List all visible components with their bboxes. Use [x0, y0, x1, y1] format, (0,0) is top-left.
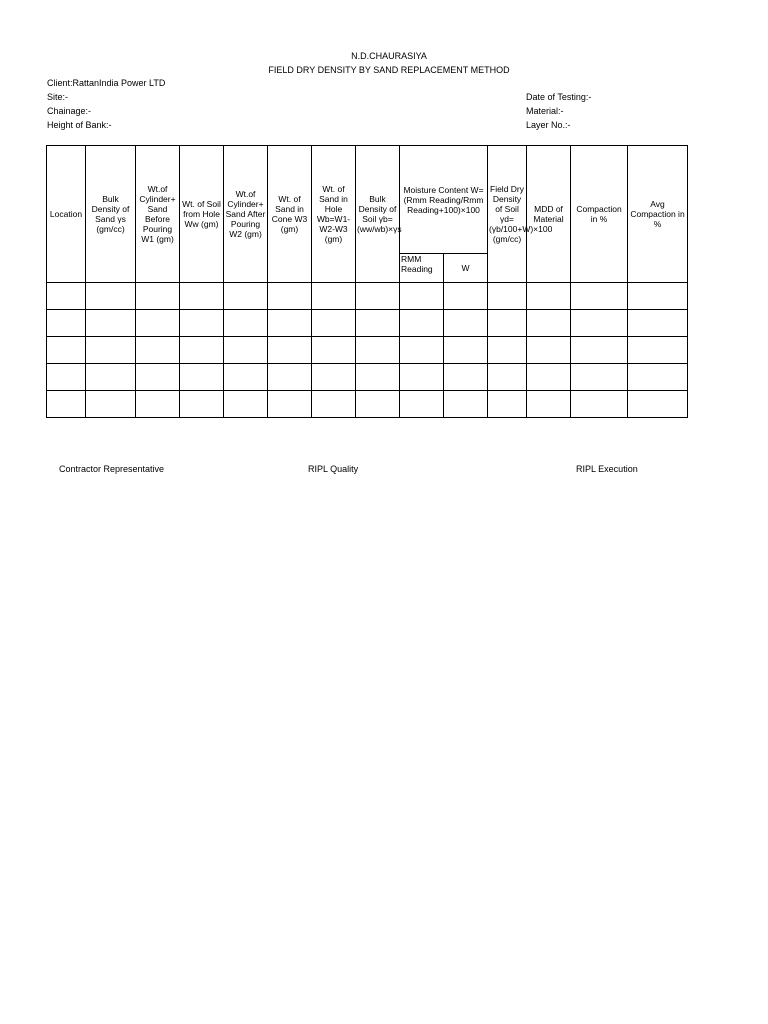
material-label: Material:- — [526, 106, 564, 116]
table-cell[interactable] — [488, 364, 527, 391]
table-cell[interactable] — [136, 337, 180, 364]
col-header-mdd: MDD of Material — [527, 146, 571, 283]
table-cell[interactable] — [180, 391, 224, 418]
table-cell[interactable] — [444, 337, 488, 364]
table-cell[interactable] — [224, 337, 268, 364]
table-cell[interactable] — [400, 337, 444, 364]
table-row — [47, 364, 688, 391]
chainage-label: Chainage:- — [47, 106, 92, 116]
layer-no-label: Layer No.:- — [526, 120, 571, 130]
table-cell[interactable] — [571, 364, 628, 391]
company-name: N.D.CHAURASIYA — [351, 51, 427, 61]
table-cell[interactable] — [400, 310, 444, 337]
col-header-cylinder-before: Wt.of Cylinder+ Sand Before Pouring W1 (gm) — [136, 146, 180, 283]
table-cell[interactable] — [571, 391, 628, 418]
table-cell[interactable] — [136, 310, 180, 337]
table-cell[interactable] — [444, 391, 488, 418]
col-header-rmm-reading: RMM Reading — [400, 254, 444, 283]
table-cell[interactable] — [527, 283, 571, 310]
table-cell[interactable] — [47, 364, 86, 391]
col-header-moisture-content: Moisture Content W=(Rmm Reading/Rmm Reading+100)×100 — [400, 146, 488, 254]
client-label: Client:RattanIndia Power LTD — [47, 78, 166, 88]
table-cell[interactable] — [444, 310, 488, 337]
site-label: Site:- — [47, 92, 69, 102]
table-cell[interactable] — [312, 283, 356, 310]
table-cell[interactable] — [400, 391, 444, 418]
col-header-soil-from-hole: Wt. of Soil from Hole Ww (gm) — [180, 146, 224, 283]
col-header-bulk-density-sand: Bulk Density of Sand γs (gm/cc) — [86, 146, 136, 283]
table-cell[interactable] — [180, 364, 224, 391]
table-cell[interactable] — [571, 337, 628, 364]
contractor-signature-label: Contractor Representative — [59, 464, 165, 474]
col-header-bulk-density-soil: Bulk Density of Soil γb=(ww/wb)×γs — [356, 146, 400, 283]
table-cell[interactable] — [86, 283, 136, 310]
table-cell[interactable] — [312, 364, 356, 391]
table-row — [47, 391, 688, 418]
col-header-compaction: Compaction in % — [571, 146, 628, 283]
table-cell[interactable] — [136, 391, 180, 418]
table-row — [47, 283, 688, 310]
table-cell[interactable] — [86, 310, 136, 337]
table-cell[interactable] — [488, 283, 527, 310]
table-cell[interactable] — [400, 364, 444, 391]
table-cell[interactable] — [488, 310, 527, 337]
table-row — [47, 337, 688, 364]
table-cell[interactable] — [312, 337, 356, 364]
table-cell[interactable] — [527, 310, 571, 337]
table-cell[interactable] — [268, 310, 312, 337]
table-cell[interactable] — [571, 310, 628, 337]
table-cell[interactable] — [628, 391, 688, 418]
table-cell[interactable] — [312, 310, 356, 337]
header-row — [47, 146, 688, 254]
table-cell[interactable] — [47, 283, 86, 310]
table-cell[interactable] — [356, 337, 400, 364]
table-cell[interactable] — [136, 364, 180, 391]
execution-signature-label: RIPL Execution — [576, 464, 638, 474]
table-cell[interactable] — [224, 364, 268, 391]
table-cell[interactable] — [224, 283, 268, 310]
table-cell[interactable] — [444, 364, 488, 391]
table-row — [47, 310, 688, 337]
table-cell[interactable] — [356, 283, 400, 310]
date-of-testing-label: Date of Testing:- — [526, 92, 592, 102]
table-cell[interactable] — [400, 283, 444, 310]
table-cell[interactable] — [47, 391, 86, 418]
col-header-field-dry-density: Field Dry Density of Soil γd=(γb/100+W)×100 (gm/cc) — [488, 146, 527, 283]
col-header-sand-in-cone: Wt. of Sand in Cone W3 (gm) — [268, 146, 312, 283]
density-test-table — [46, 145, 688, 418]
table-cell[interactable] — [444, 283, 488, 310]
col-header-avg-compaction: Avg Compaction in % — [628, 146, 688, 283]
table-cell[interactable] — [268, 364, 312, 391]
table-cell[interactable] — [356, 364, 400, 391]
table-cell[interactable] — [47, 337, 86, 364]
table-cell[interactable] — [527, 364, 571, 391]
col-header-sand-in-hole: Wt. of Sand in Hole Wb=W1-W2-W3 (gm) — [312, 146, 356, 283]
table-cell[interactable] — [180, 337, 224, 364]
table-cell[interactable] — [628, 310, 688, 337]
table-cell[interactable] — [86, 337, 136, 364]
table-cell[interactable] — [224, 391, 268, 418]
form-title: FIELD DRY DENSITY BY SAND REPLACEMENT METHOD — [268, 65, 510, 75]
table-cell[interactable] — [180, 283, 224, 310]
table-cell[interactable] — [268, 391, 312, 418]
table-cell[interactable] — [628, 337, 688, 364]
col-header-cylinder-after: Wt.of Cylinder+ Sand After Pouring W2 (gm) — [224, 146, 268, 283]
table-cell[interactable] — [224, 310, 268, 337]
table-cell[interactable] — [47, 310, 86, 337]
table-cell[interactable] — [488, 391, 527, 418]
table-cell[interactable] — [488, 337, 527, 364]
table-cell[interactable] — [86, 364, 136, 391]
col-header-w: W — [444, 254, 488, 283]
table-cell[interactable] — [628, 364, 688, 391]
table-cell[interactable] — [136, 283, 180, 310]
table-cell[interactable] — [268, 337, 312, 364]
table-cell[interactable] — [527, 337, 571, 364]
table-cell[interactable] — [571, 283, 628, 310]
height-of-bank-label: Height of Bank:- — [47, 120, 112, 130]
table-cell[interactable] — [356, 391, 400, 418]
table-cell[interactable] — [312, 391, 356, 418]
table-cell[interactable] — [180, 310, 224, 337]
col-header-location: Location — [47, 146, 86, 283]
table-cell[interactable] — [628, 283, 688, 310]
table-cell[interactable] — [356, 310, 400, 337]
table-cell[interactable] — [86, 391, 136, 418]
table-cell[interactable] — [268, 283, 312, 310]
quality-signature-label: RIPL Quality — [308, 464, 359, 474]
table-cell[interactable] — [527, 391, 571, 418]
